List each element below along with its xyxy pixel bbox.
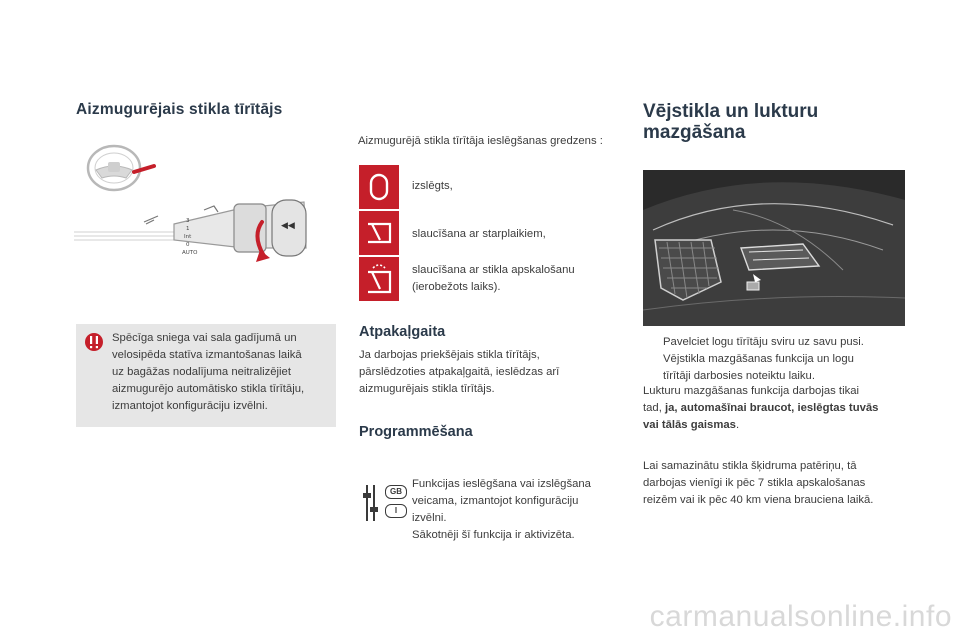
headlamp-wash-text: Lukturu mazgāšanas funkcija darbojas tikai tad, ja, automašīnai braucot, ieslēgtas tuvās vai tālās gaismas. <box>643 385 879 431</box>
section-title-rear-wiper: Aizmugurējais stikla tīrītājs <box>76 101 283 118</box>
stalk-label-int: Int <box>184 234 192 240</box>
ring-description: Aizmugurējā stikla tīrītāja ieslēgšanas gredzens : <box>358 135 603 147</box>
fluid-saving-text: Lai samazinātu stikla šķidruma patēriņu, tā darbojas vienīgi ik pēc 7 stikla apskalošanas reizēm vai ik pēc 40 km viena brauciena laikā. <box>643 460 874 506</box>
intermittent-wipe-icon <box>359 211 399 255</box>
position-off-icon <box>359 165 399 209</box>
option-wash-label: slaucīšana ar stikla apskalošanu (ierobežots laiks). <box>412 264 575 293</box>
svg-text:◀◀: ◀◀ <box>281 221 295 231</box>
wash-wipe-icon <box>359 257 399 301</box>
stalk-label-0: 0 <box>186 242 190 248</box>
programming-text: Funkcijas ieslēgšana vai izslēgšana veicama, izmantojot konfigurāciju izvēlni. Sākotnēji šī funkcija ir aktivizēta. <box>412 478 591 541</box>
section-title-programming: Programmēšana <box>359 424 473 440</box>
push-stalk-text: Pavelciet logu tīrītāju sviru uz savu pusi. Vējstikla mazgāšanas funkcija un logu tīrītāji darbosies noteiktu laiku. <box>663 336 864 382</box>
wiper-stalk-illustration <box>74 136 336 276</box>
option-off-label: izslēgts, <box>412 180 453 192</box>
watermark: carmanualsonline.info <box>649 600 952 633</box>
reverse-text: Ja darbojas priekšējais stikla tīrītājs, pārslēdzoties atpakaļgaitā, ieslēdzas arī aizmugurējais stikla tīrītājs. <box>359 349 560 395</box>
stalk-label-1: 1 <box>186 226 190 232</box>
warning-icon <box>84 332 104 352</box>
stalk-label-3: 3 <box>186 218 190 224</box>
option-intermittent-label: slaucīšana ar starplaikiem, <box>412 228 546 240</box>
section-title-reverse: Atpakaļgaita <box>359 324 446 340</box>
car-front-illustration <box>643 170 905 326</box>
section-title-washing: Vējstikla un lukturu mazgāšana <box>643 101 819 143</box>
stalk-label-auto: AUTO <box>182 250 198 256</box>
warning-text: Spēcīga sniega vai sala gadījumā un velosipēda statīva izmantošanas laikā uz bagāžas nodalījuma neitralizējiet aizmugurējo automātisko stikla tīrītāju, izmantojot konfigurāciju izvēlni. <box>112 332 305 412</box>
language-badge-i: I <box>385 504 407 518</box>
language-badge-gb: GB <box>385 485 407 499</box>
steering-wheel-icon <box>88 146 154 190</box>
warning-box <box>76 324 336 427</box>
